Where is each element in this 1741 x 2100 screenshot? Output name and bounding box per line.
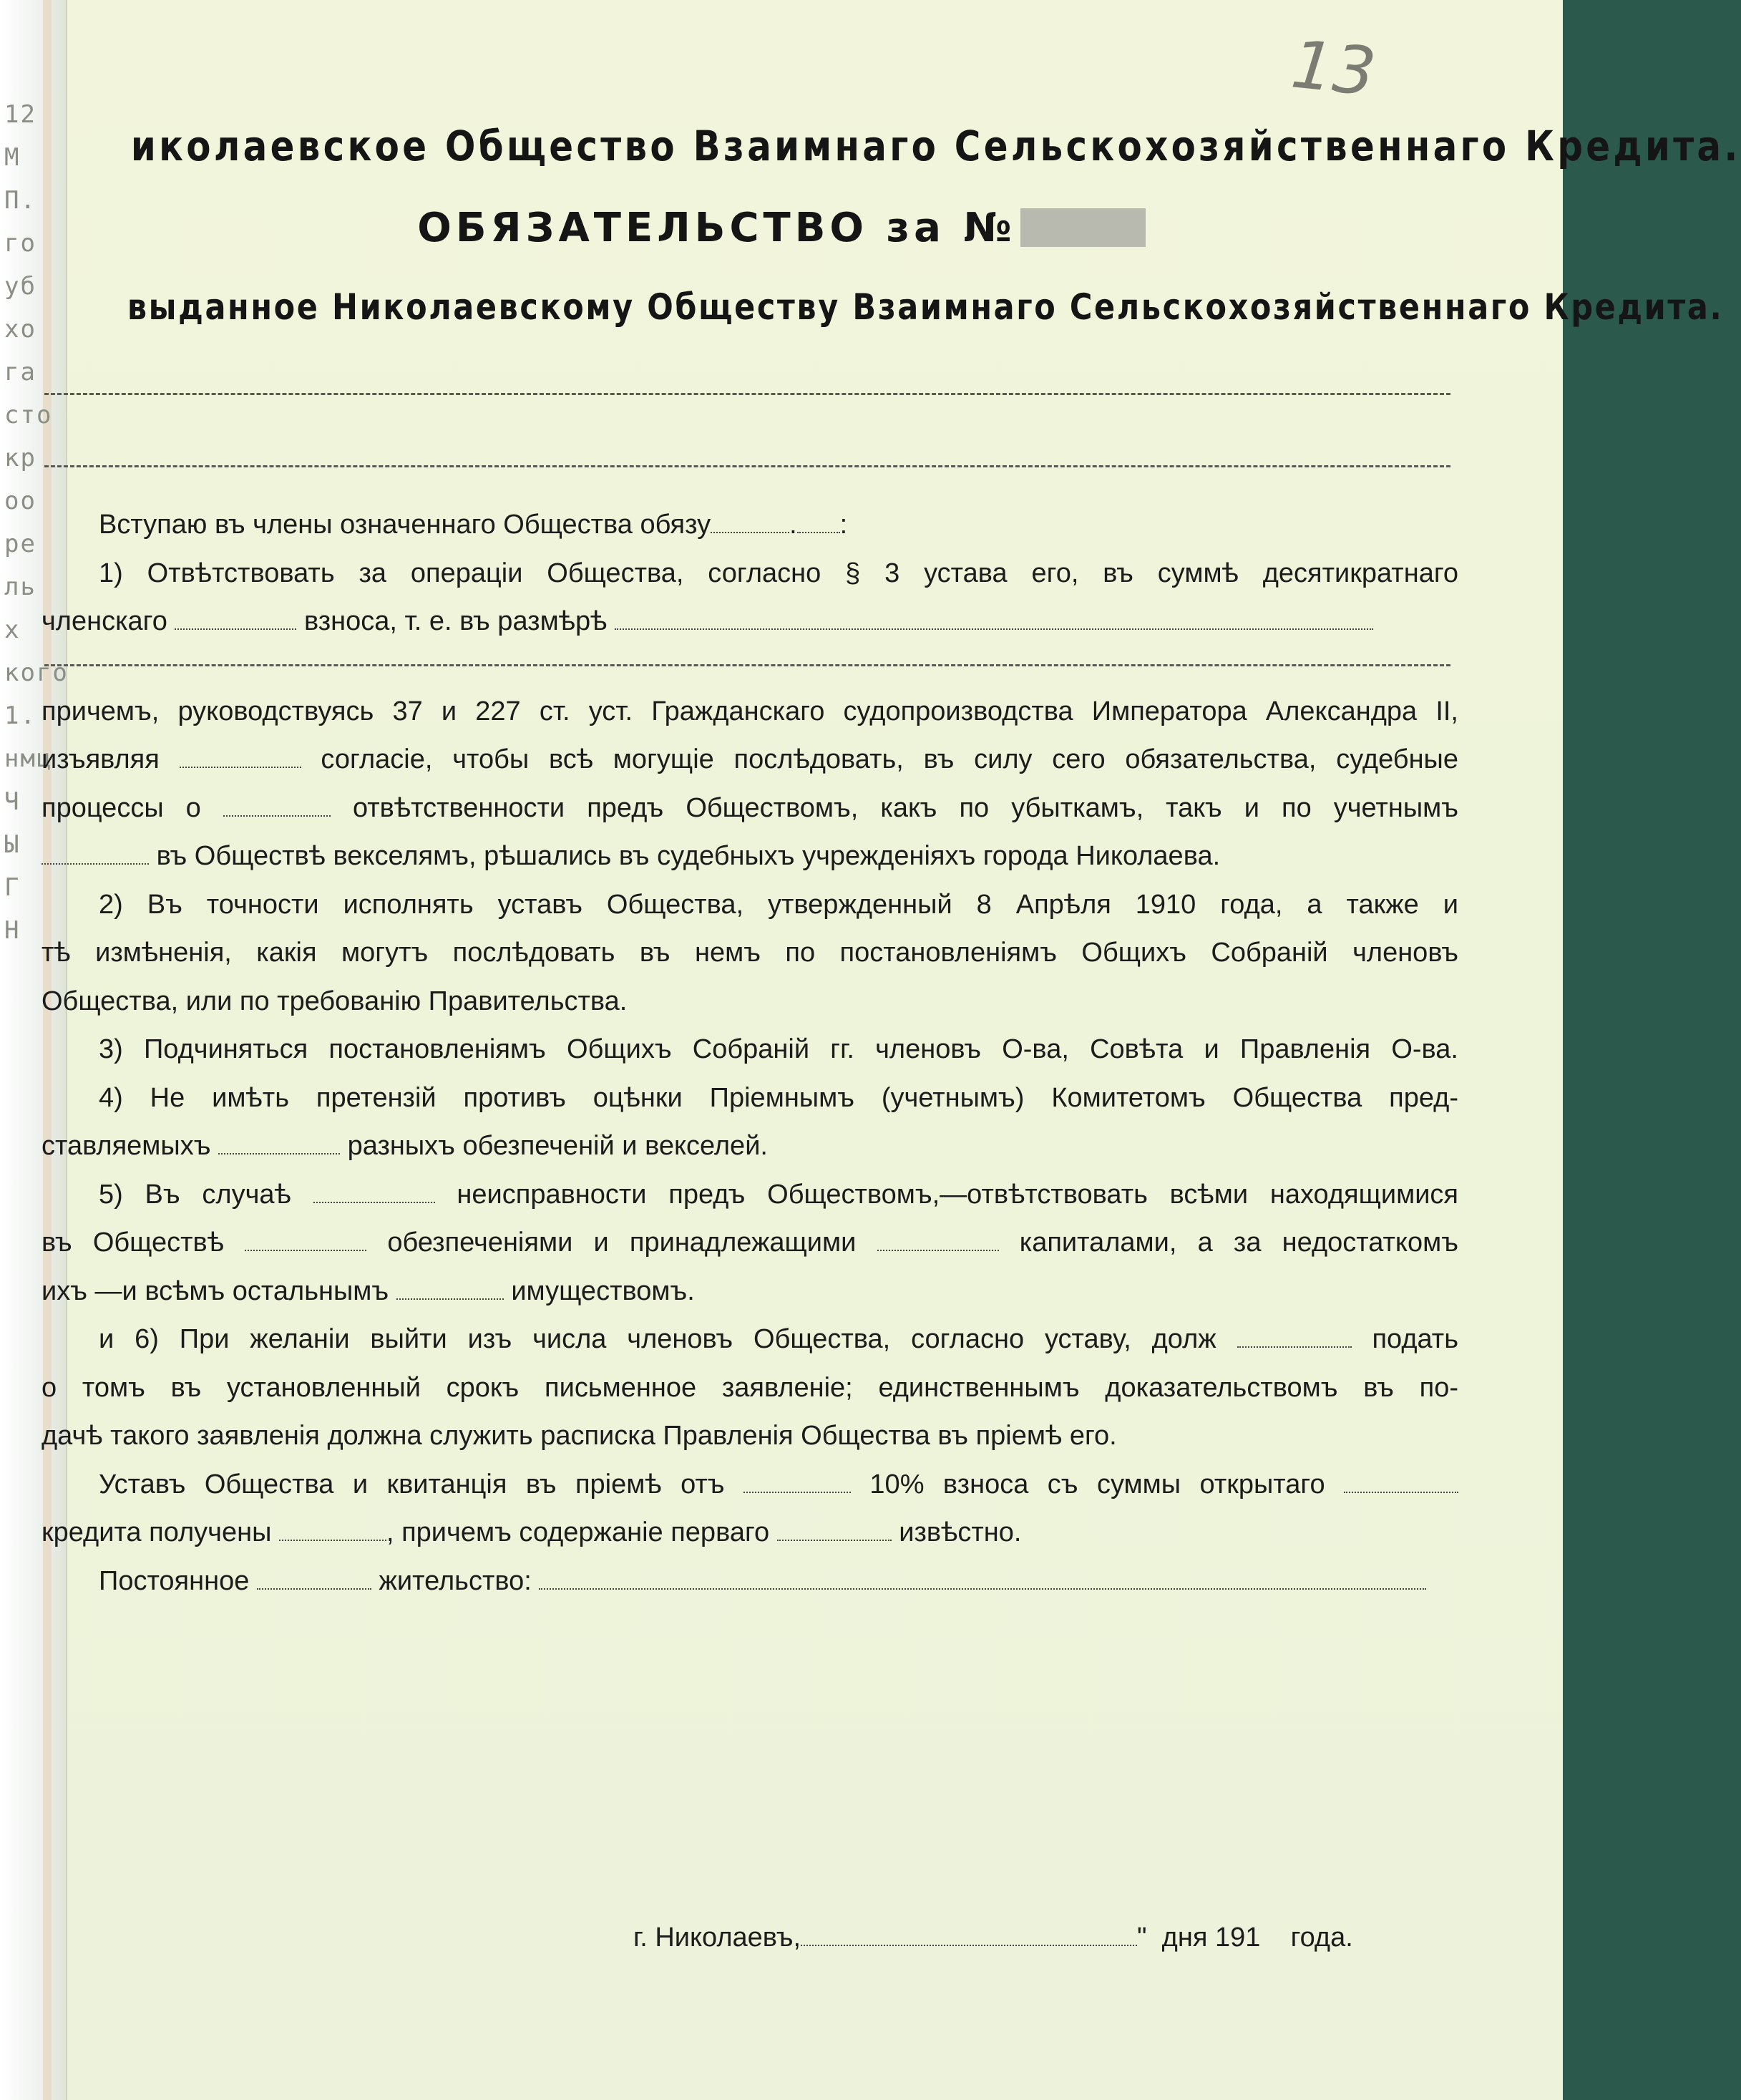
handwritten-page-number: 13	[1287, 26, 1380, 111]
clause-4-text: разныхъ обезпеченій и векселей.	[347, 1131, 768, 1161]
clause-1-blank-line	[42, 646, 1458, 688]
obligation-title-text: ОБЯЗАТЕЛЬСТВО за №	[417, 205, 1016, 251]
bills-field[interactable]	[42, 840, 149, 865]
blank-line-2[interactable]	[44, 465, 1450, 467]
previous-sheet-fragment: ре	[4, 530, 36, 558]
clause-1-line-6	[42, 784, 1458, 833]
clause-2-line-1: 2) Въ точности исполнять уставъ Общества, утвержденный 8 Апрѣля 1910 года, а также и	[99, 889, 1458, 920]
clause-6-line-1	[42, 1316, 1458, 1364]
default-field[interactable]	[313, 1179, 435, 1203]
clause-6-line-2: о томъ въ установленный срокъ письменное заявленіе; единственнымъ доказательствомъ въ по-	[42, 1372, 1458, 1403]
intro-text: Вступаю въ члены означеннаго Общества обязу	[99, 510, 711, 540]
previous-sheet-fragment: го	[4, 229, 36, 258]
clause-1-member-label: членскаго	[42, 606, 167, 636]
previous-sheet-fragment: сто	[4, 401, 53, 429]
society-title: иколаевское Общество Взаимнаго Сельскохозяйственнаго Кредита.	[130, 122, 1741, 170]
previous-sheet-fragment: Ы	[4, 830, 21, 859]
clause-1-line-2	[42, 598, 1458, 646]
charter-line-2	[42, 1509, 1458, 1557]
residence-ending-field[interactable]	[257, 1565, 371, 1590]
clause-5-line-1	[42, 1171, 1458, 1220]
responsibility-field[interactable]	[223, 792, 331, 817]
clause-2-line-2: тѣ измѣненія, какія могутъ послѣдовать въ немъ по постановленіямъ Общихъ Собраній членовъ	[42, 938, 1458, 968]
clause-3-line: 3) Подчиняться постановленіямъ Общихъ Собраній гг. членовъ О-ва, Совѣта и Правленія О-ва.	[99, 1034, 1458, 1064]
intro-line	[42, 501, 1458, 550]
city-label: г. Николаевъ,	[633, 1922, 801, 1953]
previous-sheet-fragment: кого	[4, 658, 69, 687]
previous-sheet-fragment: уб	[4, 272, 36, 301]
previous-sheet-fragment: га	[4, 358, 36, 387]
known-field[interactable]	[777, 1517, 892, 1541]
clause-5-label: 5) Въ случаѣ	[99, 1179, 291, 1210]
residence-field[interactable]	[539, 1565, 1426, 1590]
previous-sheet-fragment: П.	[4, 186, 36, 215]
previous-sheet-fragment: ль	[4, 573, 36, 601]
clause-5-text: неисправности предъ Обществомъ,—отвѣтствовать всѣми находящимися	[457, 1179, 1459, 1210]
charter-known: извѣстно.	[899, 1517, 1022, 1547]
clause-5-line-2	[42, 1219, 1458, 1268]
previous-sheet-fragment: х	[4, 616, 21, 644]
clause-1-amount-label: взноса, т. е. въ размѣрѣ	[303, 606, 608, 636]
clause-5-property: имуществомъ.	[511, 1275, 695, 1306]
charter-percent: 10%	[869, 1469, 925, 1499]
day-label: дня 191	[1161, 1922, 1261, 1953]
clause-5-rest: ихъ —и всѣмъ остальнымъ	[42, 1275, 389, 1306]
intro-colon: :	[839, 510, 848, 540]
charter-line-1	[42, 1461, 1458, 1510]
clause-5-collateral: обезпеченіями и принадлежащими	[387, 1228, 857, 1258]
previous-sheet-fragment: оо	[4, 487, 36, 515]
clause-6-line-3: дачѣ такого заявленія должна служить расписка Правленія Общества въ пріемѣ его.	[42, 1421, 1117, 1451]
credit-sum-field[interactable]	[1344, 1469, 1458, 1493]
issued-to-title: выданное Николаевскому Обществу Взаимнаго Сельскохозяйственнаго Кредита.	[127, 286, 1724, 328]
year-label: года.	[1290, 1922, 1353, 1953]
residence-label: Постоянное	[99, 1565, 250, 1596]
obligation-number-field[interactable]	[1020, 208, 1146, 247]
receipt-from-field[interactable]	[743, 1469, 851, 1493]
previous-sheet-fragment: Н	[4, 916, 21, 945]
previous-sheet-fragment: хо	[4, 315, 36, 344]
capital-field[interactable]	[877, 1227, 999, 1251]
previous-sheet-fragment: М	[4, 143, 21, 172]
clause-1-process-text: отвѣтственности предъ Обществомъ, какъ по убыткамъ, такъ и по учетнымъ	[352, 792, 1459, 823]
securities-field[interactable]	[218, 1130, 340, 1154]
residence-line	[42, 1557, 1458, 1606]
previous-sheet-fragment: нмц	[4, 744, 53, 773]
clause-1-consent-text: согласіе, чтобы всѣ могущіе послѣдовать, въ силу сего обязательства, судебные	[321, 744, 1459, 774]
clause-4-line-1: 4) Не имѣть претензій противъ оцѣнки Пріемнымъ (учетнымъ) Комитетомъ Общества пред-	[99, 1082, 1458, 1113]
residence-text: жительство:	[379, 1565, 532, 1596]
clause-1-consent-label: изъявляя	[42, 744, 160, 774]
obliged-ending-field[interactable]	[1237, 1323, 1352, 1348]
quote-mark: "	[1137, 1922, 1147, 1953]
clause-2-line-3: Общества, или по требованію Правительства.	[42, 986, 628, 1016]
previous-sheet-fragment: 12	[4, 100, 36, 129]
property-field[interactable]	[396, 1275, 504, 1300]
clause-1-line-1: 1) Отвѣтствовать за операціи Общества, согласно § 3 устава его, въ суммѣ десятикратнаго	[99, 558, 1458, 588]
date-place-line	[633, 1922, 1478, 1953]
intro-ending-field[interactable]	[711, 509, 789, 533]
clause-6-text: и 6) При желаніи выйти изъ числа членовъ Общества, согласно уставу, долж	[99, 1324, 1216, 1354]
clause-5-line-3	[42, 1268, 1458, 1316]
collateral-field[interactable]	[245, 1227, 366, 1251]
clause-1-line-5	[42, 736, 1458, 784]
previous-sheet-fragment: 1.	[4, 701, 36, 730]
charter-received: кредита получены	[42, 1517, 272, 1547]
clause-4-line-2	[42, 1122, 1458, 1171]
clause-1-line-4: причемъ, руководствуясь 37 и 227 ст. уст. Гражданскаго судопроизводства Императора Александра II,	[42, 696, 1458, 726]
clause-6-submit: подать	[1372, 1324, 1458, 1354]
intro-dot: .	[789, 510, 797, 540]
clause-1-line-7	[42, 832, 1458, 881]
clause-1-process-label: процессы о	[42, 792, 201, 823]
obligation-body	[42, 501, 1458, 1605]
clause-5-in-society: въ Обществѣ	[42, 1228, 225, 1258]
clause-5-capital: капиталами, а за недостаткомъ	[1019, 1228, 1458, 1258]
intro-ending-field-2[interactable]	[797, 509, 840, 533]
amount-field[interactable]	[615, 606, 1373, 630]
previous-sheet-fragment: Ч	[4, 787, 21, 816]
clause-4-label: ставляемыхъ	[42, 1131, 211, 1161]
consent-field[interactable]	[180, 744, 301, 768]
member-fee-field[interactable]	[175, 606, 296, 630]
charter-fee-text: взноса съ суммы открытаго	[942, 1469, 1325, 1499]
charter-text: Уставъ Общества и квитанція въ пріемѣ отъ	[99, 1469, 725, 1499]
date-field[interactable]	[801, 1922, 1137, 1946]
charter-content: , причемъ содержаніе перваго	[386, 1517, 770, 1547]
previous-sheet-fragment: кр	[4, 444, 36, 472]
received-field[interactable]	[279, 1517, 386, 1541]
obligation-title	[0, 205, 1563, 251]
blank-line-1[interactable]	[44, 393, 1450, 395]
previous-sheet-fragment: Г	[4, 873, 21, 902]
clause-1-bills-text: въ Обществѣ векселямъ, рѣшались въ судебныхъ учрежденіяхъ города Николаева.	[156, 841, 1221, 871]
